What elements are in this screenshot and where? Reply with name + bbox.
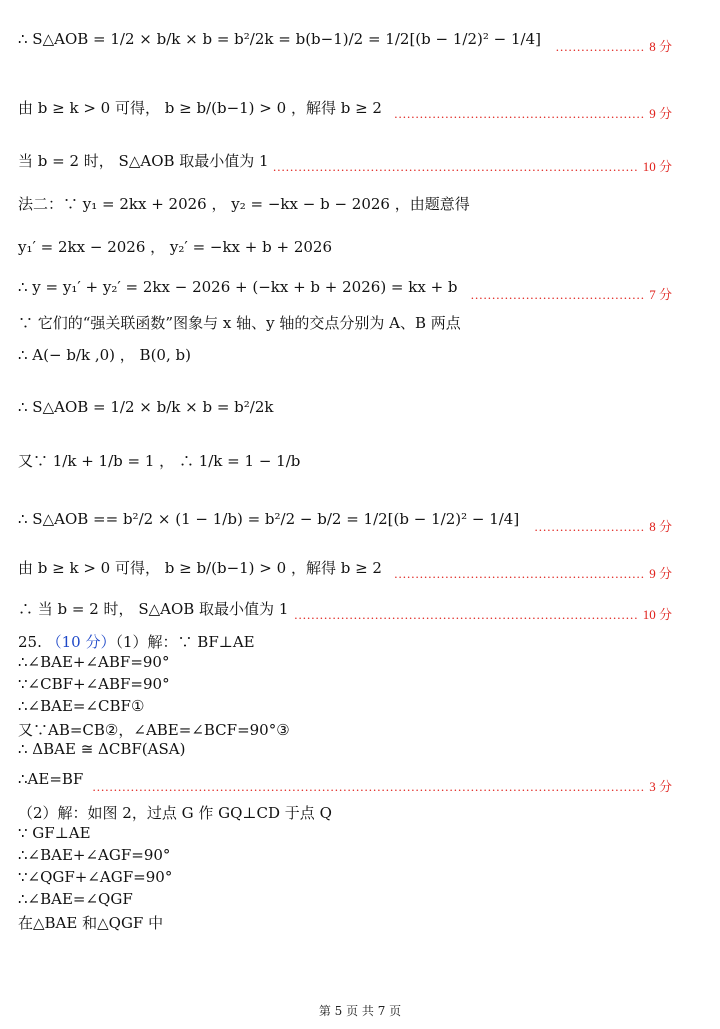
solution-line: 由 b ≥ k > 0 可得， b ≥ b/(b−1) > 0 ，解得 b ≥ 2 (18, 559, 382, 577)
solution-line: ∴∠BAE=∠CBF① (18, 697, 145, 715)
score-value: 10 分 (642, 607, 672, 622)
solution-line: ∴∠BAE+∠AGF=90° (18, 846, 171, 864)
score-marker (92, 776, 672, 795)
score-marker (534, 516, 672, 535)
score-marker (556, 36, 672, 55)
solution-line: 由 b ≥ k > 0 可得， b ≥ b/(b−1) > 0 ，解得 b ≥ 2 (18, 99, 382, 117)
solution-line: ∴ ΔBAE ≅ ΔCBF(ASA) (18, 740, 186, 758)
score-marker (471, 284, 672, 303)
score-value: 8 分 (649, 519, 672, 534)
leader-dots: ........................................................... (394, 106, 650, 121)
leader-dots: ......................................... (470, 287, 650, 302)
solution-line: 又∵ 1/k + 1/b = 1 ， ∴ 1/k = 1 − 1/b (18, 452, 301, 470)
solution-line: y₁′ = 2kx − 2026 ， y₂′ = −kx + b + 2026 (18, 238, 333, 256)
leader-dots: ...................................................................................... (272, 159, 643, 174)
score-value: 9 分 (649, 106, 672, 121)
solution-line: ∴ S△AOB = 1/2 × b/k × b = b²/2k (18, 398, 274, 416)
solution-line: ∴ S△AOB == b²/2 × (1 − 1/b) = b²/2 − b/2 = 1/2[(b − 1/2)² − 1/4] (18, 510, 520, 528)
score-value: 10 分 (642, 159, 672, 174)
solution-line: 法二：∵ y₁ = 2kx + 2026 ， y₂ = −kx − b − 2026 ，由题意得 (18, 195, 470, 213)
solution-line: ∵ 它们的“强关联函数”图象与 x 轴、y 轴的交点分别为 A、B 两点 (18, 314, 461, 332)
page-footer: 第 5 页 共 7 页 (318, 1004, 402, 1018)
question-points: （10 分） (46, 633, 116, 651)
score-marker (394, 563, 672, 582)
score-value: 9 分 (649, 566, 672, 581)
solution-line: ∵∠QGF+∠AGF=90° (18, 868, 173, 886)
solution-line: （2）解：如图 2，过点 G 作 GQ⊥CD 于点 Q (18, 804, 332, 822)
solution-line: ∴AE=BF (18, 770, 84, 788)
solution-line: ∴∠BAE+∠ABF=90° (18, 653, 170, 671)
score-marker (394, 103, 672, 122)
score-marker (273, 156, 672, 175)
solution-line: 25. （10 分）（1）解：∵ BF⊥AE (18, 633, 255, 651)
leader-dots: .......................... (534, 519, 650, 534)
solution-line: ∴∠BAE=∠QGF (18, 890, 133, 908)
score-value: 8 分 (649, 39, 672, 54)
leader-dots: .................................................................................................................................. (92, 779, 650, 794)
solution-line: 又∵AB=CB②，∠ABE=∠BCF=90°③ (18, 721, 290, 739)
solution-line: ∴ y = y₁′ + y₂′ = 2kx − 2026 + (−kx + b + 2026) = kx + b (18, 278, 458, 296)
solution-line: ∵∠CBF+∠ABF=90° (18, 675, 170, 693)
solution-line: ∴ A(− b/k ,0) ， B(0, b) (18, 346, 191, 364)
solution-line: ∴ 当 b = 2 时， S△AOB 取最小值为 1 (18, 600, 289, 618)
leader-dots: ..................... (555, 39, 650, 54)
score-value: 7 分 (649, 287, 672, 302)
leader-dots: ................................................................................. (294, 607, 643, 622)
solution-line: 在△BAE 和△QGF 中 (18, 914, 164, 932)
solution-line: ∴ S△AOB = 1/2 × b/k × b = b²/2k = b(b−1)/2 = 1/2[(b − 1/2)² − 1/4] (18, 30, 541, 48)
solution-line: 当 b = 2 时， S△AOB 取最小值为 1 (18, 152, 269, 170)
solution-line: ∵ GF⊥AE (18, 824, 91, 842)
leader-dots: ........................................................... (394, 566, 650, 581)
score-value: 3 分 (649, 779, 672, 794)
score-marker (294, 604, 672, 623)
